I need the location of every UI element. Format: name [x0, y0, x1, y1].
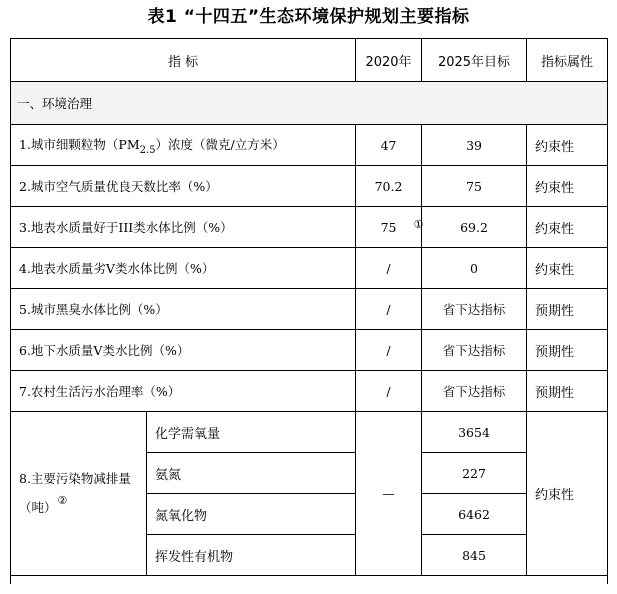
value-2020: / [356, 330, 422, 371]
header-indicator: 指 标 [11, 39, 356, 82]
header-2020: 2020年 [356, 39, 422, 82]
pollutant-row [11, 412, 608, 453]
table-row [11, 330, 608, 371]
value-2025: 0 [422, 248, 527, 289]
table-continuation [11, 576, 608, 585]
header-attribute: 指标属性 [527, 39, 608, 82]
section-row [11, 82, 608, 125]
pollutant-value-2025: 6462 [422, 494, 527, 535]
footnote-marker: ① [413, 217, 424, 231]
value-2020: / [356, 248, 422, 289]
value-2020: 70.2 [356, 166, 422, 207]
value-2025: 69.2 [422, 207, 527, 248]
pollutant-name: 氮氧化物 [147, 494, 356, 535]
indicator-attribute: 预期性 [527, 289, 608, 330]
indicator-attribute: 约束性 [527, 248, 608, 289]
pollutant-name: 氨氮 [147, 453, 356, 494]
header-2025-target: 2025年目标 [422, 39, 527, 82]
table-row [11, 207, 608, 248]
indicator-label: 3.地表水质量好于III类水体比例（%） [11, 207, 356, 248]
table-row [11, 125, 608, 166]
indicator-label: 4.地表水质量劣V类水体比例（%） [11, 248, 356, 289]
footnote-marker: ② [57, 494, 68, 507]
indicator-attribute: 约束性 [527, 125, 608, 166]
header-row [11, 39, 608, 82]
table-title: 表1 “十四五”生态环境保护规划主要指标 [147, 7, 470, 27]
indicator-attribute: 约束性 [527, 207, 608, 248]
pollutant-attribute: 约束性 [527, 412, 608, 576]
value-2025: 75 [422, 166, 527, 207]
value-2025: 39 [422, 125, 527, 166]
pollutant-value-2025: 3654 [422, 412, 527, 453]
table-row [11, 166, 608, 207]
value-2020: / [356, 371, 422, 412]
table-row [11, 289, 608, 330]
indicator-attribute: 预期性 [527, 371, 608, 412]
table-row [11, 248, 608, 289]
indicator-label: 1.城市细颗粒物$(PM_{2.5})$浓度（微克/立方米） [11, 125, 356, 166]
indicator-table [10, 38, 608, 584]
value-2020: 75 ① [356, 207, 422, 248]
value-2025: 省下达指标 [422, 371, 527, 412]
value-2020: 47 [356, 125, 422, 166]
value-2025: 省下达指标 [422, 289, 527, 330]
pollutant-value-2025: 227 [422, 453, 527, 494]
pollutant-name: 化学需氧量 [147, 412, 356, 453]
pollutant-value-2025: 845 [422, 535, 527, 576]
pollutant-indicator-label: 8.主要污染物减排量（吨）② [11, 412, 147, 576]
indicator-label: 7.农村生活污水治理率（%） [11, 371, 356, 412]
pollutant-name: 挥发性有机物 [147, 535, 356, 576]
indicator-label: 5.城市黑臭水体比例（%） [11, 289, 356, 330]
indicator-attribute: 预期性 [527, 330, 608, 371]
indicator-label: 2.城市空气质量优良天数比率（%） [11, 166, 356, 207]
value-2020: / [356, 289, 422, 330]
section-heading: 一、环境治理 [11, 82, 608, 125]
indicator-attribute: 约束性 [527, 166, 608, 207]
pollutant-value-2020: — [356, 412, 422, 576]
indicator-label: 6.地下水质量V类水比例（%） [11, 330, 356, 371]
table-row [11, 371, 608, 412]
value-2025: 省下达指标 [422, 330, 527, 371]
